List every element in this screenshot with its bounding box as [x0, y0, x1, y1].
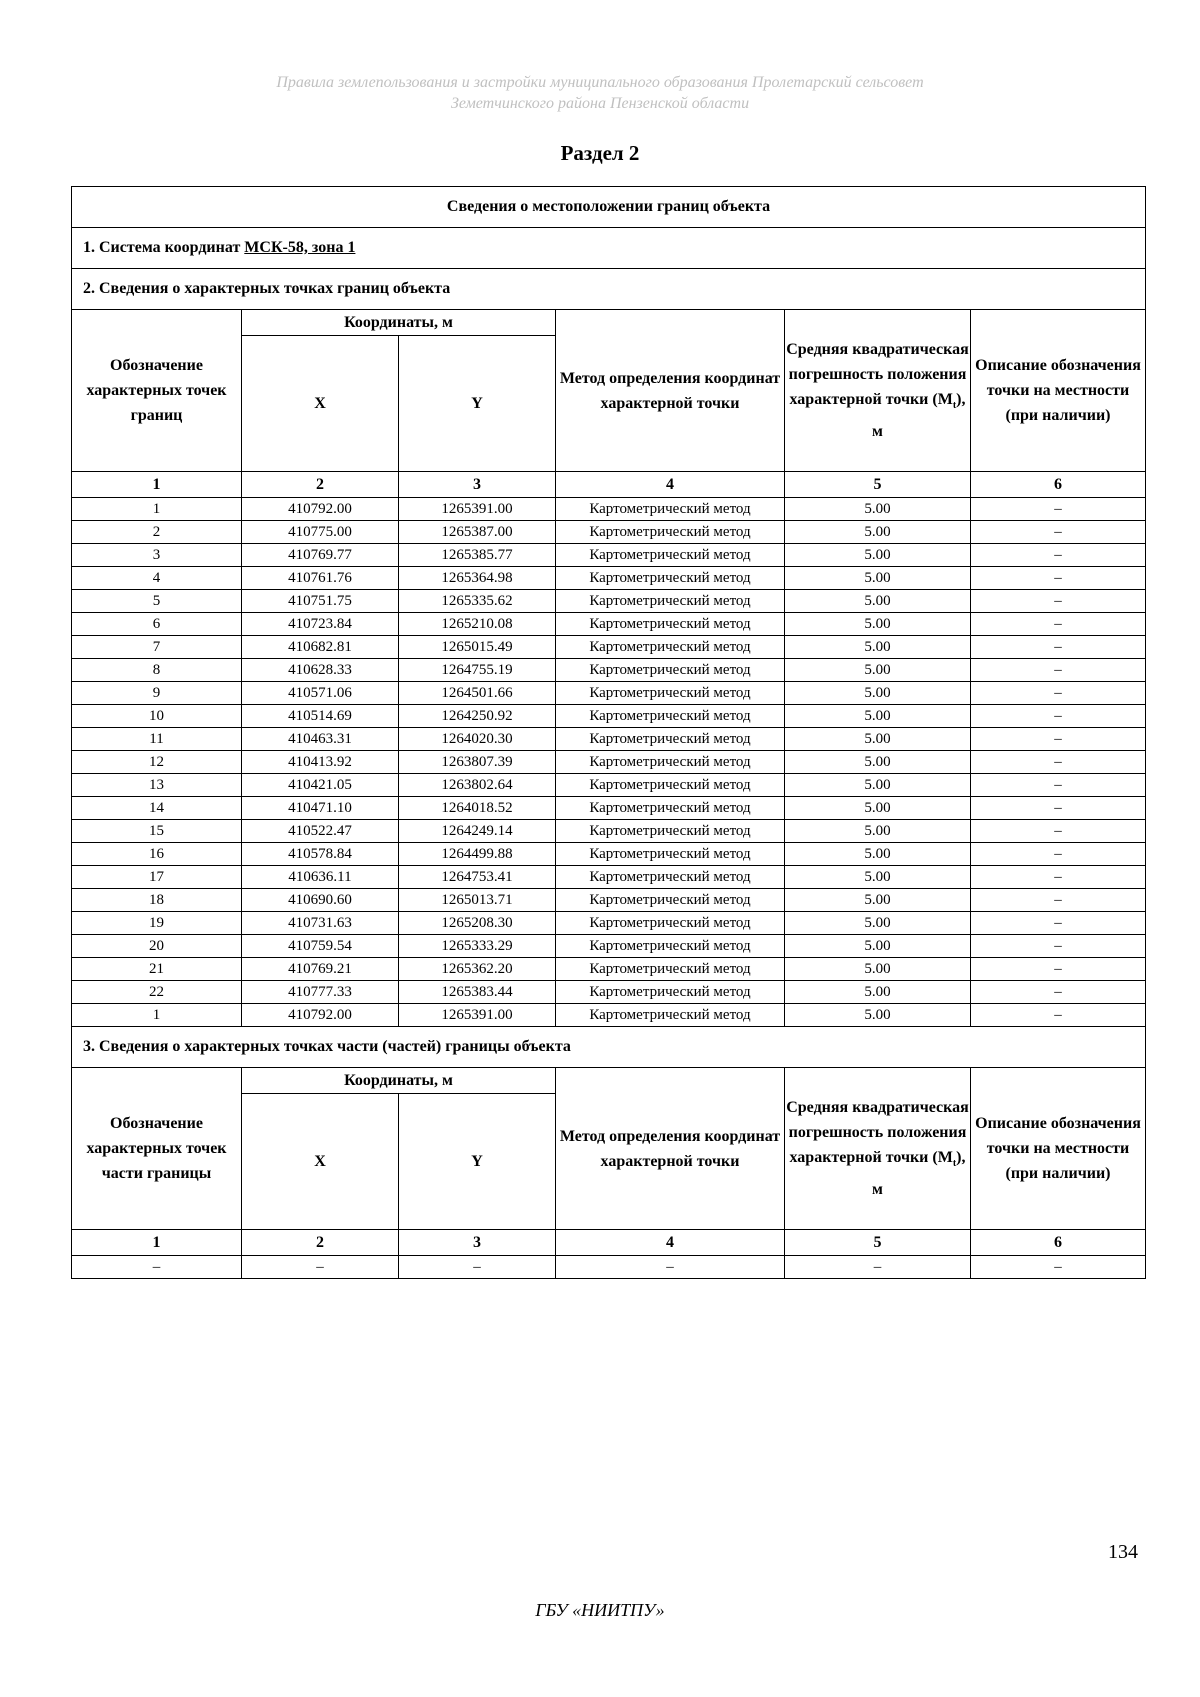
- header-x: X: [242, 336, 399, 472]
- column-number: 1: [72, 1230, 242, 1256]
- description-cell: –: [971, 613, 1146, 636]
- method-cell: Картометрический метод: [556, 705, 785, 728]
- table-row: [72, 981, 1146, 1004]
- point-id-cell: 4: [72, 567, 242, 590]
- header-method: Метод определения координат характерной точки: [556, 310, 785, 472]
- y-cell: 1265391.00: [399, 1004, 556, 1027]
- table-row: [72, 797, 1146, 820]
- point-id-cell: 1: [72, 498, 242, 521]
- method-cell: Картометрический метод: [556, 567, 785, 590]
- header-y-part: Y: [399, 1094, 556, 1230]
- y-cell: 1265385.77: [399, 544, 556, 567]
- page-number: 134: [1108, 1541, 1138, 1563]
- description-cell: –: [971, 682, 1146, 705]
- y-cell: 1263802.64: [399, 774, 556, 797]
- column-number: 2: [242, 472, 399, 498]
- section3-title: 3. Сведения о характерных точках части (частей) границы объекта: [72, 1027, 1146, 1068]
- point-id-cell: 13: [72, 774, 242, 797]
- column-number: 3: [399, 472, 556, 498]
- table-row: [72, 774, 1146, 797]
- x-cell: 410578.84: [242, 843, 399, 866]
- column-numbers-row: [72, 472, 1146, 498]
- method-cell: Картометрический метод: [556, 544, 785, 567]
- table-row: [72, 958, 1146, 981]
- error-cell: 5.00: [785, 843, 971, 866]
- error-cell: 5.00: [785, 682, 971, 705]
- method-cell: Картометрический метод: [556, 912, 785, 935]
- header-y: Y: [399, 336, 556, 472]
- description-cell: –: [971, 820, 1146, 843]
- description-cell: –: [971, 705, 1146, 728]
- coord-system-value: МСК-58, зона 1: [244, 239, 356, 256]
- boundary-table: [71, 186, 1146, 1279]
- method-cell: Картометрический метод: [556, 981, 785, 1004]
- description-cell: –: [971, 1256, 1146, 1279]
- y-cell: 1264755.19: [399, 659, 556, 682]
- table-row: [72, 682, 1146, 705]
- header-coords: Координаты, м: [242, 310, 556, 336]
- method-cell: Картометрический метод: [556, 820, 785, 843]
- method-cell: Картометрический метод: [556, 659, 785, 682]
- point-id-cell: 19: [72, 912, 242, 935]
- header-x-part: X: [242, 1094, 399, 1230]
- x-cell: 410571.06: [242, 682, 399, 705]
- table-row: [72, 935, 1146, 958]
- method-cell: –: [556, 1256, 785, 1279]
- error-cell: 5.00: [785, 1004, 971, 1027]
- x-cell: 410761.76: [242, 567, 399, 590]
- x-cell: 410682.81: [242, 636, 399, 659]
- header-description-part: Описание обозначения точки на местности (при наличии): [971, 1068, 1146, 1230]
- error-cell: 5.00: [785, 797, 971, 820]
- point-id-cell: –: [72, 1256, 242, 1279]
- running-header-line2: Земетчинского района Пензенской области: [450, 95, 750, 112]
- x-cell: 410463.31: [242, 728, 399, 751]
- error-cell: 5.00: [785, 935, 971, 958]
- header-method-part: Метод определения координат характерной точки: [556, 1068, 785, 1230]
- method-cell: Картометрический метод: [556, 498, 785, 521]
- y-cell: –: [399, 1256, 556, 1279]
- x-cell: 410471.10: [242, 797, 399, 820]
- method-cell: Картометрический метод: [556, 935, 785, 958]
- description-cell: –: [971, 498, 1146, 521]
- y-cell: 1264501.66: [399, 682, 556, 705]
- table-row: [72, 498, 1146, 521]
- table-row: [72, 728, 1146, 751]
- section-title: Раздел 2: [560, 141, 640, 165]
- header-error-part: Средняя квадратическая погрешность положения характерной точки $(M_t)$, м: [785, 1068, 971, 1230]
- table-row: [72, 1004, 1146, 1027]
- x-cell: 410421.05: [242, 774, 399, 797]
- x-cell: 410514.69: [242, 705, 399, 728]
- error-cell: 5.00: [785, 728, 971, 751]
- y-cell: 1265364.98: [399, 567, 556, 590]
- column-number: 4: [556, 472, 785, 498]
- description-cell: –: [971, 797, 1146, 820]
- method-cell: Картометрический метод: [556, 590, 785, 613]
- y-cell: 1265208.30: [399, 912, 556, 935]
- running-header: [100, 72, 1100, 114]
- method-cell: Картометрический метод: [556, 1004, 785, 1027]
- x-cell: 410792.00: [242, 1004, 399, 1027]
- table-row: [72, 912, 1146, 935]
- description-cell: –: [971, 774, 1146, 797]
- point-id-cell: 1: [72, 1004, 242, 1027]
- table-row: [72, 1256, 1146, 1279]
- method-cell: Картометрический метод: [556, 636, 785, 659]
- y-cell: 1264250.92: [399, 705, 556, 728]
- column-number: 6: [971, 472, 1146, 498]
- point-id-cell: 12: [72, 751, 242, 774]
- point-id-cell: 18: [72, 889, 242, 912]
- y-cell: 1263807.39: [399, 751, 556, 774]
- x-cell: 410723.84: [242, 613, 399, 636]
- table-row: [72, 705, 1146, 728]
- header-description: Описание обозначения точки на местности (при наличии): [971, 310, 1146, 472]
- y-cell: 1264020.30: [399, 728, 556, 751]
- table-row: [72, 544, 1146, 567]
- error-cell: 5.00: [785, 544, 971, 567]
- x-cell: 410792.00: [242, 498, 399, 521]
- description-cell: –: [971, 567, 1146, 590]
- table-row: [72, 613, 1146, 636]
- coord-system-label: 1. Система координат: [83, 239, 245, 256]
- x-cell: 410775.00: [242, 521, 399, 544]
- error-cell: 5.00: [785, 751, 971, 774]
- error-cell: 5.00: [785, 659, 971, 682]
- method-cell: Картометрический метод: [556, 843, 785, 866]
- column-number: 6: [971, 1230, 1146, 1256]
- y-cell: 1265335.62: [399, 590, 556, 613]
- table-row: [72, 659, 1146, 682]
- error-cell: 5.00: [785, 958, 971, 981]
- error-cell: 5.00: [785, 590, 971, 613]
- table-row: [72, 751, 1146, 774]
- description-cell: –: [971, 935, 1146, 958]
- y-cell: 1265333.29: [399, 935, 556, 958]
- table-row: [72, 521, 1146, 544]
- description-cell: –: [971, 544, 1146, 567]
- method-cell: Картометрический метод: [556, 774, 785, 797]
- column-number: 5: [785, 1230, 971, 1256]
- x-cell: 410769.77: [242, 544, 399, 567]
- y-cell: 1265210.08: [399, 613, 556, 636]
- method-cell: Картометрический метод: [556, 682, 785, 705]
- point-id-cell: 3: [72, 544, 242, 567]
- error-cell: 5.00: [785, 866, 971, 889]
- header-error: Средняя квадратическая погрешность положения характерной точки $(M_t)$, м: [785, 310, 971, 472]
- footer: ГБУ «НИИТПУ»: [535, 1600, 665, 1620]
- description-cell: –: [971, 981, 1146, 1004]
- description-cell: –: [971, 958, 1146, 981]
- section2-title: 2. Сведения о характерных точках границ объекта: [72, 269, 1146, 310]
- column-number: 1: [72, 472, 242, 498]
- point-id-cell: 14: [72, 797, 242, 820]
- table-row: [72, 590, 1146, 613]
- point-id-cell: 5: [72, 590, 242, 613]
- point-id-cell: 17: [72, 866, 242, 889]
- error-cell: 5.00: [785, 613, 971, 636]
- x-cell: 410751.75: [242, 590, 399, 613]
- method-cell: Картометрический метод: [556, 751, 785, 774]
- point-id-cell: 6: [72, 613, 242, 636]
- point-id-cell: 7: [72, 636, 242, 659]
- header-coords-part: Координаты, м: [242, 1068, 556, 1094]
- table-row: [72, 567, 1146, 590]
- point-id-cell: 2: [72, 521, 242, 544]
- column-number: 2: [242, 1230, 399, 1256]
- x-cell: 410731.63: [242, 912, 399, 935]
- column-number: 5: [785, 472, 971, 498]
- y-cell: 1264753.41: [399, 866, 556, 889]
- column-numbers-row-part: [72, 1230, 1146, 1256]
- y-cell: 1265015.49: [399, 636, 556, 659]
- description-cell: –: [971, 843, 1146, 866]
- x-cell: –: [242, 1256, 399, 1279]
- column-number: 4: [556, 1230, 785, 1256]
- description-cell: –: [971, 728, 1146, 751]
- method-cell: Картометрический метод: [556, 889, 785, 912]
- point-id-cell: 20: [72, 935, 242, 958]
- error-cell: 5.00: [785, 705, 971, 728]
- point-id-cell: 11: [72, 728, 242, 751]
- point-id-cell: 16: [72, 843, 242, 866]
- description-cell: –: [971, 1004, 1146, 1027]
- x-cell: 410628.33: [242, 659, 399, 682]
- description-cell: –: [971, 659, 1146, 682]
- error-cell: 5.00: [785, 912, 971, 935]
- y-cell: 1265013.71: [399, 889, 556, 912]
- point-id-cell: 8: [72, 659, 242, 682]
- point-id-cell: 9: [72, 682, 242, 705]
- error-cell: 5.00: [785, 498, 971, 521]
- x-cell: 410413.92: [242, 751, 399, 774]
- description-cell: –: [971, 636, 1146, 659]
- y-cell: 1265387.00: [399, 521, 556, 544]
- method-cell: Картометрический метод: [556, 728, 785, 751]
- y-cell: 1264499.88: [399, 843, 556, 866]
- error-cell: 5.00: [785, 774, 971, 797]
- table-row: [72, 820, 1146, 843]
- point-id-cell: 15: [72, 820, 242, 843]
- method-cell: Картометрический метод: [556, 521, 785, 544]
- method-cell: Картометрический метод: [556, 797, 785, 820]
- error-cell: 5.00: [785, 567, 971, 590]
- method-cell: Картометрический метод: [556, 958, 785, 981]
- point-id-cell: 21: [72, 958, 242, 981]
- x-cell: 410759.54: [242, 935, 399, 958]
- point-id-cell: 10: [72, 705, 242, 728]
- y-cell: 1264018.52: [399, 797, 556, 820]
- x-cell: 410522.47: [242, 820, 399, 843]
- table-row: [72, 866, 1146, 889]
- description-cell: –: [971, 590, 1146, 613]
- error-cell: 5.00: [785, 981, 971, 1004]
- description-cell: –: [971, 889, 1146, 912]
- x-cell: 410777.33: [242, 981, 399, 1004]
- description-cell: –: [971, 521, 1146, 544]
- point-id-cell: 22: [72, 981, 242, 1004]
- error-cell: 5.00: [785, 889, 971, 912]
- y-cell: 1265383.44: [399, 981, 556, 1004]
- header-points-part: Обозначение характерных точек части границы: [72, 1068, 242, 1230]
- description-cell: –: [971, 912, 1146, 935]
- table-title: Сведения о местоположении границ объекта: [72, 187, 1146, 228]
- y-cell: 1265362.20: [399, 958, 556, 981]
- description-cell: –: [971, 866, 1146, 889]
- table-row: [72, 843, 1146, 866]
- error-cell: –: [785, 1256, 971, 1279]
- y-cell: 1265391.00: [399, 498, 556, 521]
- table-row: [72, 889, 1146, 912]
- x-cell: 410690.60: [242, 889, 399, 912]
- method-cell: Картометрический метод: [556, 866, 785, 889]
- x-cell: 410769.21: [242, 958, 399, 981]
- x-cell: 410636.11: [242, 866, 399, 889]
- column-number: 3: [399, 1230, 556, 1256]
- error-cell: 5.00: [785, 521, 971, 544]
- y-cell: 1264249.14: [399, 820, 556, 843]
- table-row: [72, 636, 1146, 659]
- method-cell: Картометрический метод: [556, 613, 785, 636]
- error-cell: 5.00: [785, 636, 971, 659]
- description-cell: –: [971, 751, 1146, 774]
- coord-system-row: [72, 228, 1146, 269]
- header-points: Обозначение характерных точек границ: [72, 310, 242, 472]
- running-header-line1: Правила землепользования и застройки муниципального образования Пролетарский сельсовет: [276, 74, 924, 91]
- error-cell: 5.00: [785, 820, 971, 843]
